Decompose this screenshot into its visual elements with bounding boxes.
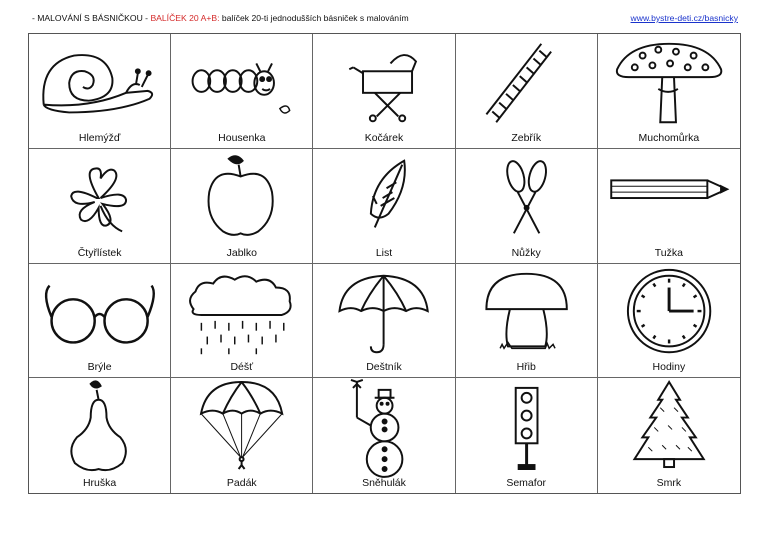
card-label: Čtyřlístek <box>77 246 122 259</box>
card-label: Sněhulák <box>362 477 406 489</box>
card-padak <box>171 378 313 493</box>
card-hrib <box>456 264 598 379</box>
card-destnik <box>313 264 455 379</box>
four-leaf-clover-icon <box>29 149 170 263</box>
card-label: Jablko <box>226 246 257 259</box>
card-label: Kočárek <box>364 131 404 144</box>
card-dest <box>171 264 313 379</box>
card-label: Brýle <box>87 361 112 374</box>
card-label: Hlemýžď <box>78 131 121 144</box>
card-semafor <box>456 378 598 493</box>
header-bundle: BALÍČEK 20 A+B: <box>150 13 220 23</box>
card-hruska <box>29 378 171 493</box>
card-hlemyzd <box>29 34 171 149</box>
card-label: Hřib <box>516 361 536 374</box>
card-snehulak <box>313 378 455 493</box>
ladder-icon <box>456 34 597 148</box>
card-housenka <box>171 34 313 149</box>
card-label: Tužka <box>654 246 683 259</box>
umbrella-icon <box>313 264 454 378</box>
header-prefix: - MALOVÁNÍ S BÁSNIČKOU - <box>32 13 151 23</box>
card-label: Muchomůrka <box>638 131 700 144</box>
card-list <box>313 149 455 264</box>
card-grid <box>28 33 741 494</box>
card-label: Housenka <box>218 131 266 144</box>
card-label: Déšť <box>230 361 254 374</box>
toadstool-icon <box>598 34 740 148</box>
page-header <box>32 10 738 26</box>
snowman-icon <box>313 378 454 493</box>
card-tuzka <box>598 149 740 264</box>
leaf-icon <box>313 149 454 263</box>
card-label: Smrk <box>656 477 682 489</box>
stroller-icon <box>313 34 454 148</box>
card-label: Nůžky <box>511 246 541 259</box>
card-label: Deštník <box>366 361 402 374</box>
header-description: balíček 20-ti jednodušších básniček s malováním <box>219 13 409 23</box>
card-label: Zebřík <box>511 131 542 144</box>
apple-icon <box>171 149 312 263</box>
card-label: Hodiny <box>652 361 686 374</box>
glasses-icon <box>29 264 170 378</box>
mushroom-icon <box>456 264 597 378</box>
pear-icon <box>29 378 170 493</box>
pencil-icon <box>598 149 740 263</box>
card-label: Hruška <box>82 477 117 489</box>
card-nuzky <box>456 149 598 264</box>
card-kocarek <box>313 34 455 149</box>
website-link[interactable]: www.bystre-deti.cz/basnicky <box>630 13 738 23</box>
spruce-icon <box>598 378 740 493</box>
card-smrk <box>598 378 740 493</box>
card-bryle <box>29 264 171 379</box>
scissors-icon <box>456 149 597 263</box>
snail-icon <box>29 34 170 148</box>
traffic-light-icon <box>456 378 597 493</box>
card-label: List <box>375 246 393 259</box>
rain-cloud-icon <box>171 264 312 378</box>
header-title <box>32 10 409 26</box>
card-label: Semafor <box>506 477 547 489</box>
card-ctyrlistek <box>29 149 171 264</box>
card-zebrik <box>456 34 598 149</box>
clock-icon <box>598 264 740 378</box>
parachute-icon <box>171 378 312 493</box>
card-hodiny <box>598 264 740 379</box>
card-muchomurka <box>598 34 740 149</box>
caterpillar-icon <box>171 34 312 148</box>
card-label: Padák <box>226 477 257 489</box>
card-jablko <box>171 149 313 264</box>
